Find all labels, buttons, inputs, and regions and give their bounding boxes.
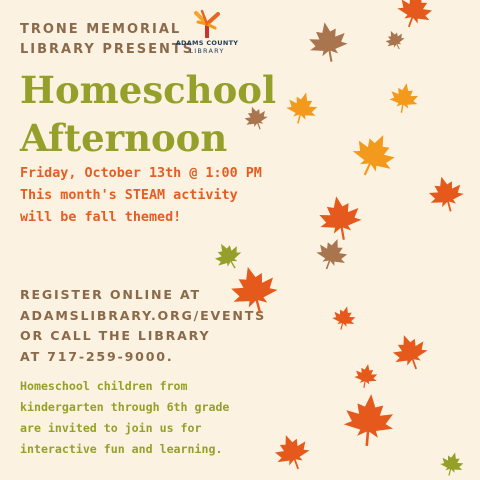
invite-line: kindergarten through 6th grade [20,400,230,414]
invite-line: interactive fun and learning. [20,442,223,456]
maple-leaf-icon [330,303,358,332]
maple-leaf-icon [306,19,350,65]
event-activity-line: will be fall themed! [20,210,182,225]
maple-leaf-icon [393,0,437,33]
register-phone: AT 717-259-9000. [20,348,174,364]
presenter-line: LIBRARY PRESENTS [20,42,195,57]
maple-leaf-icon [316,193,365,244]
register-line: REGISTER ONLINE AT [20,287,201,302]
maple-leaf-icon [270,429,314,475]
maple-leaf-icon [438,449,466,478]
register-line: OR CALL THE LIBRARY [20,328,211,343]
maple-leaf-icon [226,261,282,319]
maple-leaf-icon [283,89,321,128]
register-url: ADAMSLIBRARY.ORG/EVENTS [20,307,267,323]
event-activity-line: This month's STEAM activity [20,188,238,203]
maple-leaf-icon [425,172,467,216]
maple-leaf-icon [387,81,420,115]
logo-text-library: LIBRARY [189,47,225,55]
maple-leaf-icon [241,103,271,133]
maple-leaf-icon [209,237,246,275]
title-line: Homeschool [20,68,277,112]
invite-line: are invited to join us for [20,421,202,435]
maple-leaf-icon [388,329,432,375]
title-line: Afternoon [20,116,228,160]
logo-text-county: ADAMS COUNTY [175,39,239,47]
maple-leaf-icon [353,362,380,390]
maple-leaf-icon [382,27,408,53]
invite-line: Homeschool children from [20,379,188,393]
presenter-line: TRONE MEMORIAL [20,22,182,37]
maple-leaf-icon [346,126,402,184]
maple-leaf-icon [312,234,352,274]
event-date-line: Friday, October 13th @ 1:00 PM [20,166,262,181]
maple-leaf-icon [342,392,396,448]
